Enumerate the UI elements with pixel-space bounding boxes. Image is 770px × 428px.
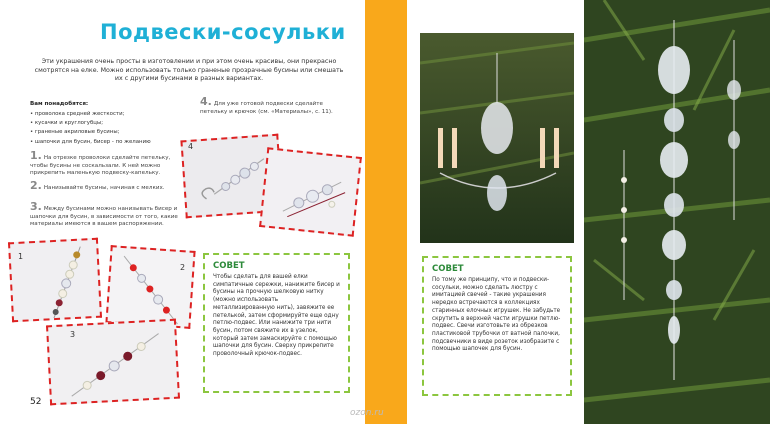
- materials-list: [30, 110, 190, 147]
- step-number: 4.: [200, 95, 212, 108]
- chandelier-ornament-photo: [420, 33, 574, 243]
- step-2: [30, 179, 175, 193]
- step-1: [30, 149, 175, 178]
- tip-heading: СОВЕТ: [213, 261, 245, 271]
- dark-red-beads-illustration: [48, 321, 180, 406]
- page-number: 52: [30, 397, 42, 407]
- photo-step-3: [46, 319, 180, 406]
- pearl-beads-illustration: [10, 240, 102, 323]
- step-number: 3.: [30, 200, 42, 213]
- materials-item: • шапочки для бусин, бисер - по желанию: [30, 138, 190, 147]
- photo-step-4b: [259, 147, 362, 236]
- tip-box-right: [422, 256, 572, 396]
- materials-item: • кусачки и круглогубцы;: [30, 119, 190, 128]
- step-3: [30, 200, 180, 229]
- tip-text: Чтобы сделать для вашей елки симпатичные сережки, нанижите бисер и бусины на прочную шелковую нитку (можно использовать металлизированную нить), завяжите ее петелькой, затем сформируйте еще одну петлю-подвес. Или нанижите три нити бусин, потом свяжите их в узелок, который затем замаскируйте с помощью шапочки для бусин. Сверху прикрепите проволочный крючок-подвес.: [213, 274, 340, 358]
- page-title: Подвески-сосульки: [100, 20, 346, 44]
- photo-label-4: 4: [188, 142, 194, 151]
- step-text: Нанизывайте бусины, начиная с мелких.: [43, 185, 165, 191]
- page-gutter: [365, 0, 407, 424]
- tip-box-left: [203, 253, 350, 393]
- icicle-ornament-photo: [584, 0, 770, 424]
- photo-label-1: 1: [18, 252, 24, 261]
- photo-step-2: [105, 245, 195, 329]
- icicle-ornament-image: [584, 0, 770, 424]
- materials-item: • граненые акриловые бусины;: [30, 128, 190, 137]
- tip-heading: СОВЕТ: [432, 264, 464, 274]
- step-text: Между бусинами можно нанизывать бисер и шапочки для бусин, в зависимости от того, какие материалы имеются в вашем распоряжении.: [30, 206, 178, 228]
- tip-text: По тому же принципу, что и подвески-сосульки, можно сделать люстру с имитацией свечей - такие украшения нередко встречаются в коллекциях старинных елочных игрушек. Не забудьте скрутить в верхней части игрушки петлю-подвес. Свечи изготовьте из обрезков пластиковой трубочки от ватной палочки, подсвечники в виде розеток изобразите с помощью шапочек для бусин.: [432, 277, 561, 353]
- step-4: [200, 95, 350, 116]
- step-text: Для уже готовой подвески сделайте петельку и крючок (см. «Материалы», с. 11).: [200, 101, 333, 115]
- materials-title: Вам понадобятся:: [30, 101, 89, 107]
- step-text: На отрезке проволоки сделайте петельку, чтобы бусины не соскальзали. К ней можно прикрепить маленькую подвеску-капельку.: [30, 155, 171, 177]
- chandelier-ornament-image: [420, 33, 574, 243]
- step-number: 2.: [30, 179, 42, 192]
- red-beads-illustration: [107, 247, 195, 329]
- materials-item: • проволока средней жесткости;: [30, 110, 190, 119]
- step-number: 1.: [30, 149, 42, 162]
- photo-label-2: 2: [180, 263, 186, 272]
- watermark: ozon.ru: [350, 408, 384, 418]
- chandelier-beads-illustration: [261, 149, 362, 236]
- photo-step-1: [8, 238, 102, 323]
- photo-label-3: 3: [70, 330, 76, 339]
- intro-text: Эти украшения очень просты в изготовлении и при этом очень красивы, они прекрасно смотрятся на елке. Можно использовать только граненые прозрачные бусины или смешать их с другими бусинами в разных вариантах.: [34, 58, 344, 83]
